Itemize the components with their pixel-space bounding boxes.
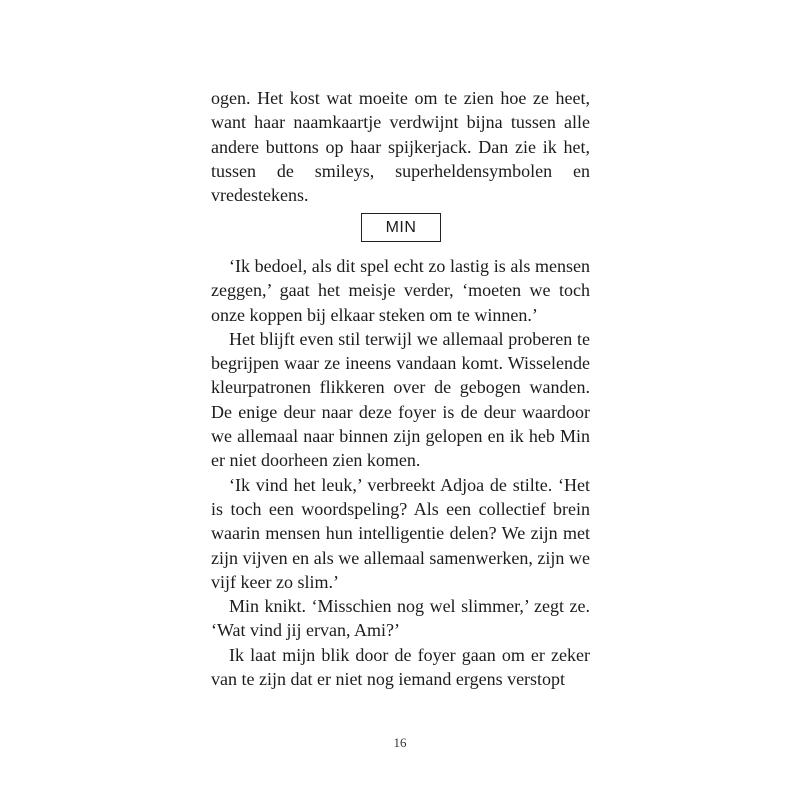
intro-paragraph: ogen. Het kost wat moeite om te zien hoe ze heet, want haar naamkaartje verdwijnt bijna tussen alle andere buttons op haar spijkerjack. Dan zie ik het, tussen de smileys, superheldensymbolen en vredestekens. [211, 88, 590, 206]
paragraph-2: Het blijft even stil terwijl we allemaal proberen te begrijpen waar ze ineens vandaan komt. Wisselende kleurpatronen flikkeren over de gebogen wanden. De enige deur naar deze foyer is de deur waardoor we allemaal naar binnen zijn gelopen en ik heb Min er niet doorheen zien komen. [211, 328, 590, 471]
paragraph-1: ‘Ik bedoel, als dit spel echt zo lastig is als mensen zeggen,’ gaat het meisje verder, ‘moeten we toch onze koppen bij elkaar steken om te winnen.’ [211, 256, 590, 325]
paragraph-4: Min knikt. ‘Misschien nog wel slimmer,’ zegt ze. ‘Wat vind jij ervan, Ami?’ [211, 596, 590, 641]
intro-text-block [211, 86, 590, 207]
name-tag-box: MIN [361, 213, 441, 242]
paragraph-5: Ik laat mijn blik door de foyer gaan om er zeker van te zijn dat er niet nog iemand ergens verstopt [211, 644, 590, 690]
main-text-block [211, 254, 590, 691]
page-number: 16 [393, 735, 407, 750]
paragraph-3: ‘Ik vind het leuk,’ verbreekt Adjoa de stilte. ‘Het is toch een woordspeling? Als een collectief brein waarin mensen hun intelligentie delen? We zijn met zijn vijven en als we allemaal samenwerken, zijn we vijf keer zo slim.’ [211, 474, 590, 592]
